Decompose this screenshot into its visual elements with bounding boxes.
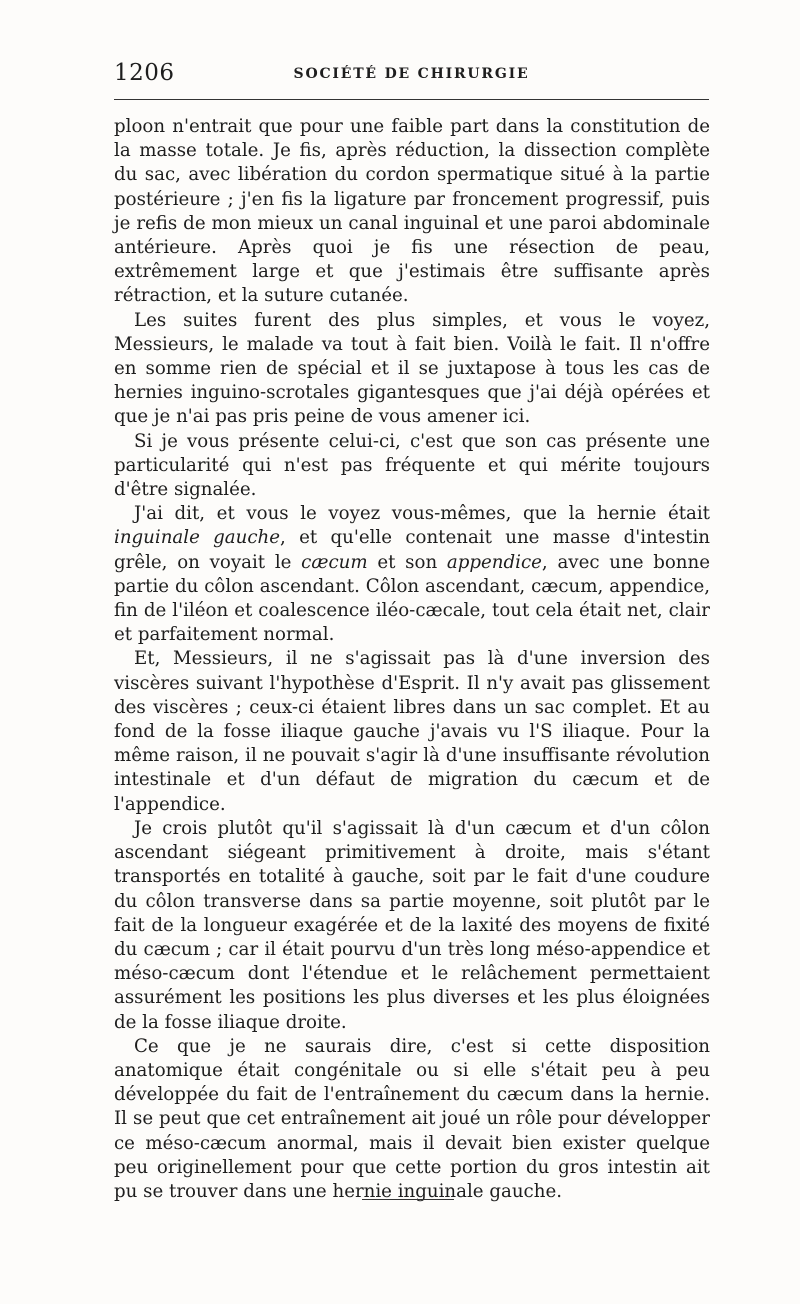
- paragraph-1: ploon n'entrait que pour une faible part dans la constitution de la masse totale. Je fis, après réduction, la dissection complète du sac, avec libération du cordon spermatique situé à la partie postérieure ; j'en fis la ligature par froncement progressif, puis je refis de mon mieux un canal inguinal et une paroi abdominale antérieure. Après quoi je fis une résection de peau, extrêmement large et que j'estimais être suffisante après rétraction, et la suture cutanée.: [114, 116, 710, 307]
- page-number: 1206: [114, 60, 175, 86]
- paragraph-7: Ce que je ne saurais dire, c'est si cette disposition anatomique était congénitale ou si elle s'était peu à peu développée du fait de l'entraînement du cæcum dans la hernie. Il se peut que cet entraînement ait joué un rôle pour développer ce méso-cæcum anormal, mais il devait bien exister quelque peu originellement pour que cette portion du gros intestin ait pu se trouver dans une hernie inguinale gauche.: [114, 1035, 710, 1202]
- italic-appendice: appendice: [446, 551, 542, 573]
- body-text: [114, 115, 710, 1204]
- paragraph-4-text-a: J'ai dit, et vous le voyez vous-mêmes, que la hernie était: [134, 503, 710, 525]
- paragraph-4-text-d: , avec une bonne partie du côlon ascendant. Côlon ascendant, cæcum, appendice, fin de l'iléon et coalescence iléo-cæcale, tout cela était net, clair et parfaitement normal.: [114, 551, 710, 646]
- italic-inguinale-gauche: inguinale gauche: [114, 527, 281, 549]
- header-rule: [114, 99, 709, 100]
- paragraph-5: Et, Messieurs, il ne s'agissait pas là d'une inversion des viscères suivant l'hypothèse d'Esprit. Il n'y avait pas glissement des viscères ; ceux-ci étaient libres dans un sac complet. Et au fond de la fosse iliaque gauche j'avais vu l'S iliaque. Pour la même raison, il ne pouvait s'agir là d'une insuffisante révolution intestinale et d'un défaut de migration du cæcum et de l'appendice.: [114, 648, 710, 815]
- paragraph-4: [114, 502, 710, 647]
- running-head: SOCIÉTÉ DE CHIRURGIE: [293, 66, 530, 82]
- paragraph-2: Les suites furent des plus simples, et vous le voyez, Messieurs, le malade va tout à fait bien. Voilà le fait. Il n'offre en somme rien de spécial et il se juxtapose à tous les cas de hernies inguino-scrotales gigantesques que j'ai déjà opérées et que je n'ai pas pris peine de vous amener ici.: [114, 309, 710, 428]
- paragraph-3: Si je vous présente celui-ci, c'est que son cas présente une particularité qui n'est pas fréquente et qui mérite toujours d'être signalée.: [114, 430, 710, 501]
- italic-caecum: cæcum: [301, 551, 368, 573]
- page-header: [114, 60, 709, 90]
- paragraph-4-text-b: , et qu'elle contenait une masse d'intestin grêle, on voyait le: [114, 527, 710, 573]
- paragraph-6: Je crois plutôt qu'il s'agissait là d'un cæcum et d'un côlon ascendant siégeant primitivement à droite, mais s'étant transportés en totalité à gauche, soit par le fait d'une coudure du côlon transverse dans sa partie moyenne, soit plutôt par le fait de la longueur exagérée et de la laxité des moyens de fixité du cæcum ; car il était pourvu d'un très long méso-appendice et méso-cæcum dont l'étendue et le relâchement permettaient assurément les positions les plus diverses et les plus éloignées de la fosse iliaque droite.: [114, 817, 710, 1033]
- paragraph-4-text-c: et son: [367, 551, 447, 573]
- end-rule: [362, 1199, 454, 1200]
